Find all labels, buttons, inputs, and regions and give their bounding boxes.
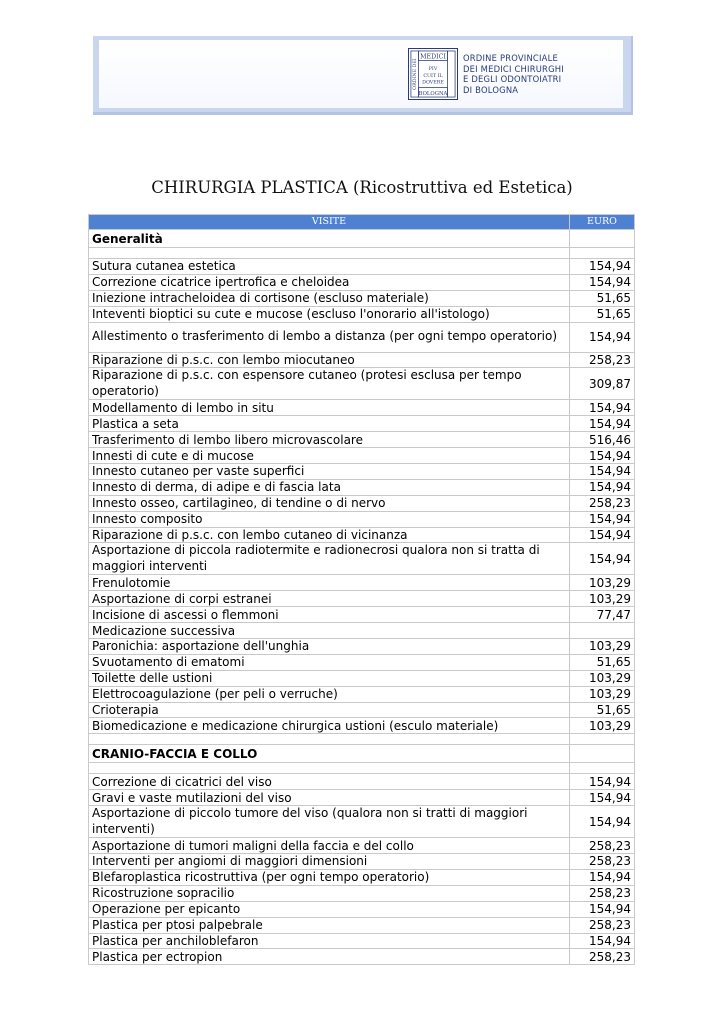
procedure-price <box>570 623 635 639</box>
procedure-description: Iniezione intracheloidea di cortisone (escluso materiale) <box>89 290 570 306</box>
procedure-description: Sutura cutanea estetica <box>89 259 570 275</box>
table-row <box>89 854 635 870</box>
procedure-price: 154,94 <box>570 274 635 290</box>
table-row <box>89 352 635 368</box>
procedure-description: Paronichia: asportazione dell'unghia <box>89 639 570 655</box>
table-body <box>89 230 635 965</box>
procedure-description <box>89 763 570 774</box>
procedure-price: 154,94 <box>570 933 635 949</box>
procedure-description <box>89 248 570 259</box>
section-title: CRANIO-FACCIA E COLLO <box>89 745 570 763</box>
org-line: E DEGLI ODONTOIATRI <box>463 74 562 85</box>
blank-row <box>89 734 635 745</box>
procedure-price: 154,94 <box>570 322 635 352</box>
procedure-price: 258,23 <box>570 352 635 368</box>
procedure-price: 51,65 <box>570 306 635 322</box>
procedure-description: Elettrocoagulazione (per peli o verruche) <box>89 686 570 702</box>
page-title: CHIRURGIA PLASTICA (Ricostruttiva ed Estetica) <box>151 178 573 197</box>
procedure-price: 103,29 <box>570 639 635 655</box>
procedure-description: Plastica a seta <box>89 416 570 432</box>
medical-order-seal-icon <box>408 48 458 100</box>
table-row <box>89 607 635 623</box>
procedure-price: 258,23 <box>570 495 635 511</box>
table-row <box>89 838 635 854</box>
procedure-price: 258,23 <box>570 885 635 901</box>
procedure-description: Plastica per ectropion <box>89 949 570 965</box>
procedure-description: Crioterapia <box>89 702 570 718</box>
procedure-price: 258,23 <box>570 854 635 870</box>
table-row <box>89 869 635 885</box>
procedure-description: Gravi e vaste mutilazioni del viso <box>89 790 570 806</box>
table-row <box>89 432 635 448</box>
procedure-description: Correzione di cicatrici del viso <box>89 774 570 790</box>
table-header-row <box>89 215 635 230</box>
procedure-description: Interventi per angiomi di maggiori dimensioni <box>89 854 570 870</box>
procedure-description: Asportazione di corpi estranei <box>89 591 570 607</box>
table-row <box>89 806 635 838</box>
procedure-description: Frenulotomie <box>89 575 570 591</box>
procedure-description: Innesto cutaneo per vaste superfici <box>89 464 570 480</box>
table-row <box>89 416 635 432</box>
table-row <box>89 885 635 901</box>
table-row <box>89 790 635 806</box>
procedure-description: Plastica per ptosi palpebrale <box>89 917 570 933</box>
seal-bottom-text: BOLOGNA <box>418 91 448 98</box>
table-row <box>89 591 635 607</box>
table-row <box>89 464 635 480</box>
table-row <box>89 702 635 718</box>
seal-line-1: PIV <box>428 67 438 73</box>
procedure-description: Innesti di cute e di mucose <box>89 448 570 464</box>
procedure-description: Svuotamento di ematomi <box>89 654 570 670</box>
table-row <box>89 290 635 306</box>
procedure-description: Incisione di ascessi o flemmoni <box>89 607 570 623</box>
procedure-description: Trasferimento di lembo libero microvascolare <box>89 432 570 448</box>
table-row <box>89 322 635 352</box>
procedure-description: Riparazione di p.s.c. con lembo cutaneo di vicinanza <box>89 527 570 543</box>
procedure-description: Riparazione di p.s.c. con espensore cutaneo (protesi esclusa per tempo operatorio) <box>89 368 570 400</box>
procedure-price <box>570 763 635 774</box>
procedure-price: 154,94 <box>570 790 635 806</box>
procedure-description: Ricostruzione sopracilio <box>89 885 570 901</box>
procedure-description: Innesto di derma, di adipe e di fascia lata <box>89 479 570 495</box>
procedure-price: 154,94 <box>570 511 635 527</box>
procedure-price: 154,94 <box>570 400 635 416</box>
table-row <box>89 543 635 575</box>
procedure-price: 258,23 <box>570 949 635 965</box>
procedure-description: Innesto osseo, cartilagineo, di tendine o di nervo <box>89 495 570 511</box>
procedure-price <box>570 734 635 745</box>
table-row <box>89 306 635 322</box>
procedure-description: Plastica per anchiloblefaron <box>89 933 570 949</box>
procedure-price: 51,65 <box>570 702 635 718</box>
procedure-description: Allestimento o trasferimento di lembo a distanza (per ogni tempo operatorio) <box>89 322 570 352</box>
table-row <box>89 623 635 639</box>
blank-row <box>89 763 635 774</box>
procedure-price: 154,94 <box>570 543 635 575</box>
seal-graphic <box>409 49 457 99</box>
table-row <box>89 686 635 702</box>
procedure-price: 51,65 <box>570 654 635 670</box>
procedure-price: 258,23 <box>570 838 635 854</box>
procedure-price: 258,23 <box>570 917 635 933</box>
procedure-price: 154,94 <box>570 901 635 917</box>
table-row <box>89 639 635 655</box>
procedure-description: Asportazione di piccolo tumore del viso (qualora non si tratti di maggiori interventi) <box>89 806 570 838</box>
table-row <box>89 901 635 917</box>
procedure-price: 103,29 <box>570 686 635 702</box>
procedure-description: Inteventi bioptici su cute e mucose (escluso l'onorario all'istologo) <box>89 306 570 322</box>
procedure-price: 103,29 <box>570 575 635 591</box>
organization-name <box>463 53 593 95</box>
table-row <box>89 575 635 591</box>
section-header-row <box>89 230 635 248</box>
org-line: ORDINE PROVINCIALE <box>463 53 558 63</box>
table-row <box>89 670 635 686</box>
procedure-description: Modellamento di lembo in situ <box>89 400 570 416</box>
procedure-description: Innesto composito <box>89 511 570 527</box>
seal-top-text: MEDICI <box>420 53 446 61</box>
procedure-price: 103,29 <box>570 718 635 734</box>
blank-row <box>89 248 635 259</box>
procedure-description: Operazione per epicanto <box>89 901 570 917</box>
table-row <box>89 917 635 933</box>
procedure-price: 516,46 <box>570 432 635 448</box>
org-line: DI BOLOGNA <box>463 84 519 95</box>
procedure-description: Riparazione di p.s.c. con lembo miocutaneo <box>89 352 570 368</box>
procedure-price: 154,94 <box>570 774 635 790</box>
column-header-visite: VISITE <box>89 215 570 230</box>
procedure-description: Toilette delle ustioni <box>89 670 570 686</box>
seal-line-2: CUIT IL <box>423 73 443 79</box>
table-row <box>89 400 635 416</box>
procedure-price: 154,94 <box>570 806 635 838</box>
procedure-description: Asportazione di tumori maligni della faccia e del collo <box>89 838 570 854</box>
procedure-price: 103,29 <box>570 670 635 686</box>
seal-side-text: ORDINE DEI <box>413 58 419 90</box>
procedure-description <box>89 734 570 745</box>
procedure-price: 154,94 <box>570 448 635 464</box>
table-row <box>89 654 635 670</box>
seal-line-3: DOVERE <box>422 80 444 86</box>
table-row <box>89 933 635 949</box>
column-header-euro: EURO <box>570 215 635 230</box>
procedure-price <box>570 230 635 248</box>
org-line: DEI MEDICI CHIRURGHI <box>463 63 564 74</box>
procedure-description: Blefaroplastica ricostruttiva (per ogni tempo operatorio) <box>89 869 570 885</box>
section-header-row <box>89 745 635 763</box>
procedure-price: 103,29 <box>570 591 635 607</box>
procedure-price: 154,94 <box>570 869 635 885</box>
table-row <box>89 527 635 543</box>
table-row <box>89 259 635 275</box>
table-row <box>89 495 635 511</box>
procedure-description: Biomedicazione e medicazione chirurgica ustioni (esculo materiale) <box>89 718 570 734</box>
procedure-description: Medicazione successiva <box>89 623 570 639</box>
table-row <box>89 448 635 464</box>
procedure-price: 154,94 <box>570 464 635 480</box>
procedure-price: 154,94 <box>570 527 635 543</box>
procedure-price: 77,47 <box>570 607 635 623</box>
table-row <box>89 774 635 790</box>
procedure-description: Correzione cicatrice ipertrofica e cheloidea <box>89 274 570 290</box>
procedure-price: 309,87 <box>570 368 635 400</box>
table-row <box>89 274 635 290</box>
section-title: Generalità <box>89 230 570 248</box>
table-row <box>89 511 635 527</box>
procedure-price <box>570 248 635 259</box>
procedure-price: 51,65 <box>570 290 635 306</box>
procedure-price <box>570 745 635 763</box>
procedure-price: 154,94 <box>570 259 635 275</box>
table-row <box>89 479 635 495</box>
procedure-price: 154,94 <box>570 416 635 432</box>
table-row <box>89 368 635 400</box>
procedure-price: 154,94 <box>570 479 635 495</box>
procedure-description: Asportazione di piccola radiotermite e radionecrosi qualora non si tratta di maggiori interventi <box>89 543 570 575</box>
table-row <box>89 718 635 734</box>
tariff-table <box>88 214 635 965</box>
table-row <box>89 949 635 965</box>
